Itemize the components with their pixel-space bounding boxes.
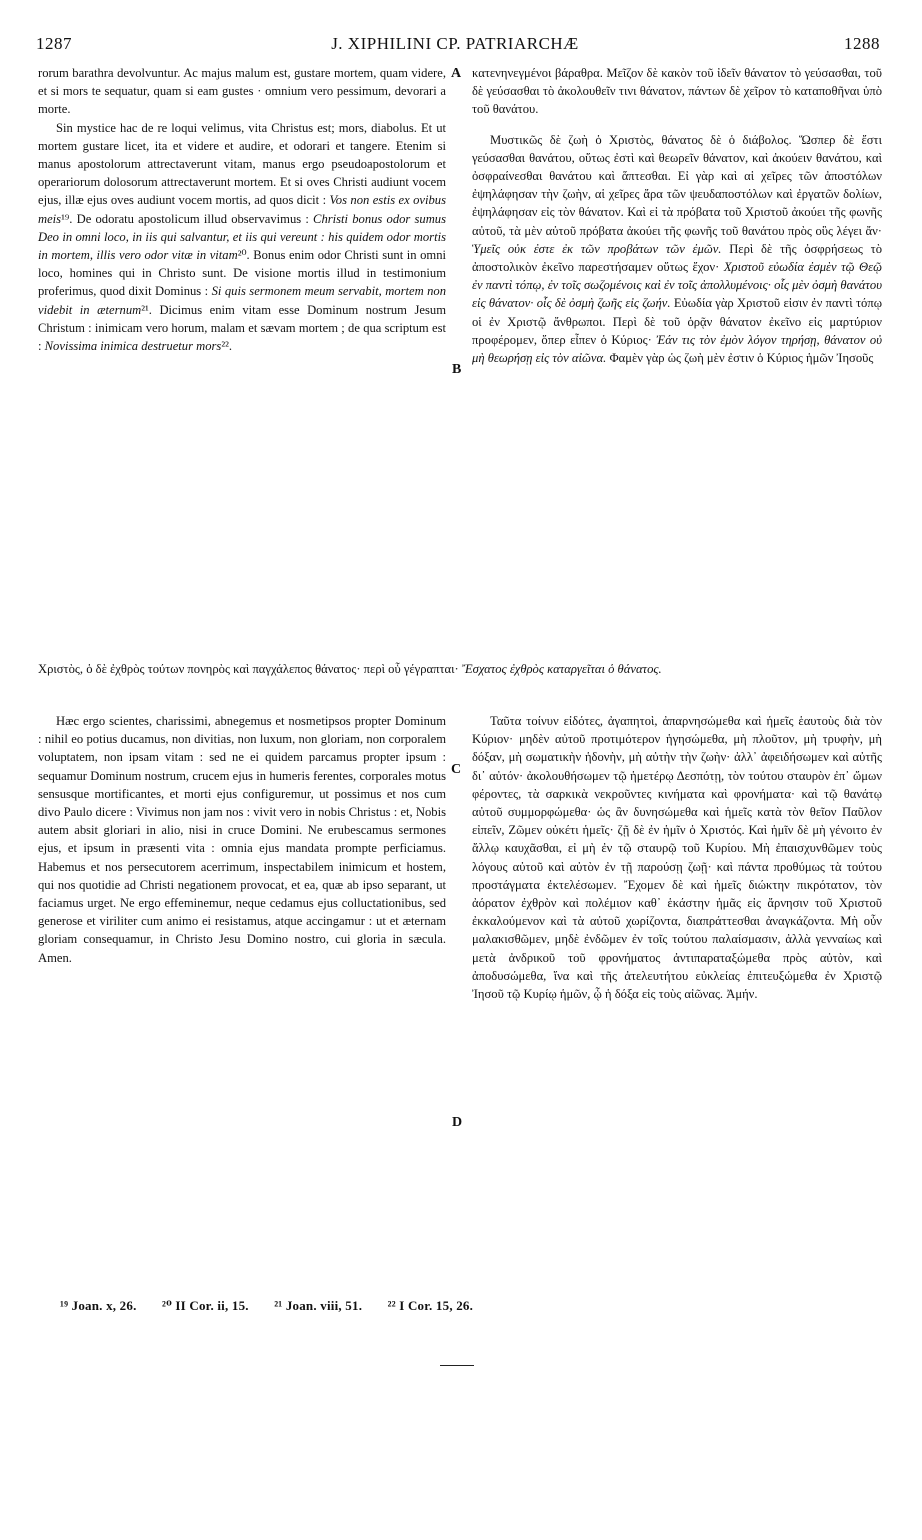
greek-paragraph: [472, 131, 882, 368]
latin-column-bottom: [38, 712, 446, 967]
section-marker-b: B: [452, 362, 462, 377]
footnote: ¹⁹ Joan. x, 26.: [60, 1298, 137, 1313]
latin-paragraph: Hæc ergo scientes, charissimi, abnegemus et nosmetipsos propter Dominum : nihil eo potius ducamus, non divitias, non luxum, non gloriam, non corporalem voluptatem, non ipsam vitam : sed ne ei quidem parcamus propter ipsum : sequamur Dominum nostrum, crucem ejus in humeris ferentes, corporales motus sensusque mortificantes, et morti ejus configuremur, ut possimus et nos cum divo Paulo dicere : Vivimus non jam nos : vivit vero in nobis Christus : et, Nobis autem absit gloriari in alio, nisi in cruce Domini. Ne erubescamus sermones ejus, et ipsum in præsenti vita : omnia ejus mandata prompte perficiamus. Habemus et nos persecutorem acerrimum, inspectabilem inimicum et hostem, qui nos quotidie ad Christi negationem provocat, et ea, quæ ab ipso separant, ut faciamus urget. Ne ergo effeminemur, neque cedamus ejus colluctationibus, sed generose et viriliter cum animo ei resistamus, atque accingamur : ut et æternam gloriam consequamur, in Christo Jesu Domino nostro, cui gloria in sæcula. Amen.: [38, 714, 446, 965]
latin-paragraph: rorum barathra devolvuntur. Ac majus malum est, gustare mortem, quam videre, et si mors te sequatur, quam si eam gustes · omnium vero pessimum, devorari a morte.: [38, 66, 446, 117]
scripture-quote: Ἔσχατος ἐχθρὸς καταργεῖται ὁ θάνατος.: [461, 662, 662, 676]
greek-text: Εὐωδία γὰρ Χριστοῦ εἰσιν ἐν παντὶ τόπῳ οἱ ἐν Χριστῷ ἄνθρωποι. Περὶ δὲ τοῦ ὁρᾷν θάνατον ἐκεῖνο εἰς μαρτύριον προφέρομεν, ὅπερ εἶπεν ὁ Κύριος·: [472, 296, 883, 347]
footnote: ²¹ Joan. viii, 51.: [274, 1298, 363, 1313]
greek-column-top: [472, 64, 882, 367]
scripture-quote: Χριστοῦ εὐωδία ἐσμὲν τῷ Θεῷ ἐν παντὶ τόπῳ, ἐν τοῖς σωζομένοις καὶ ἐν τοῖς ἀπολλυμένοις· οἷς μὲν ὀσμὴ θανάτου εἰς θάνατον· οἷς δὲ ὀσμὴ ζωῆς εἰς ζωήν.: [472, 260, 883, 311]
greek-paragraph: Ταῦτα τοίνυν εἰδότες, ἀγαπητοὶ, ἀπαρνησώμεθα καὶ ἡμεῖς ἑαυτοὺς διὰ τὸν Κύριον· μηδὲν αὐτοῦ προτιμότερον ἡγησώμεθα, μὴ πλοῦτον, μὴ τρυφὴν, μὴ δόξαν, μὴ σωματικὴν ἡδονὴν, μὴ αὐτὴν τὴν ζωὴν· ἀλλ᾽ ἀφειδήσωμεν καὶ αὐτῆς δι᾽ αὐτόν· ἀκολουθήσωμεν τῷ ἡμετέρῳ Δεσπότῃ, τὸν τούτου σταυρὸν ἐπ᾽ ὤμων φέροντες, τὰ σαρκικὰ νεκροῦντες κινήματα καὶ φρονήματα· καὶ τῷ θανάτῳ αὐτοῦ συμμορφώμεθα· ὡς ἂν δυνησώμεθα καὶ ἡμεῖς κατὰ τὸν θεῖον Παῦλον εἰπεῖν, Ζῶμεν οὐκέτι ἡμεῖς· ζῇ δὲ ἐν ἡμῖν ὁ Χριστός. Καὶ ἡμῖν δὲ μὴ γένοιτο ἐν ἄλλῳ καυχᾶσθαι, εἰ μὴ ἐν τῷ σταυρῷ τοῦ Κυρίου. Μὴ ἐπαισχυνθῶμεν τοὺς λόγους αὐτοῦ καὶ αὐτὸν ἐν τῇ παρούσῃ ζωῇ· καὶ πάντα προθύμως τὰ τούτου προστάγματα ἐκτελέσωμεν. Ἔχομεν δὲ καὶ ἡμεῖς διώκτην πικρότατον, τὸν ἀόρατον ἐχθρὸν καὶ πολέμιον καθ᾽ ἑκάστην ἡμᾶς εἰς ἄρνησιν τοῦ Χριστοῦ ἐκκαλούμενον καὶ τὰ αὐτοῦ χωρίζοντα, διαπράττεσθαι ἀναγκάζοντα. Μὴ οὖν μαλακισθῶμεν, μηδὲ ἐνδῶμεν ἐν τοῖς τούτου παλαίσμασιν, ἀλλὰ γενναίως καὶ μετὰ ἀνδρικοῦ τοῦ φρονήματος ἀντιπαραταξώμεθα πρὸς αὐτὸν, καὶ ἀποδυσώμεθα, ἵνα καὶ τῆς ἀτελευτήτου εὐκλείας ἐπιτευξώμεθα ἐν Χριστῷ Ἰησοῦ τῷ Κυρίῳ ἡμῶν, ᾧ ἡ δόξα εἰς τοὺς αἰῶνας. Ἀμήν.: [472, 714, 882, 1002]
latin-text: ²¹. Dicimus enim vitam esse Dominum nostrum Jesum Christum : inimicam vero horum, malam et sævam mortem ; de qua scriptum est :: [38, 302, 446, 354]
scripture-quote: Vos non estis ex ovibus meis: [38, 193, 446, 226]
greek-paragraph: [38, 660, 882, 678]
scripture-quote: Novissima inimica destruetur mors: [44, 339, 222, 354]
greek-paragraph: κατενηνεγμένοι βάραθρα. Μεῖζον δὲ κακὸν τοῦ ἰδεῖν θάνατον τὸ γεύσασθαι, τοῦ δὲ γεύσασθαι τὸ ἀκολουθεῖν τινι θάνατον, πάντων δὲ χεῖρον τὸ καταποθῆναι ὑπὸ τοῦ θανάτου.: [472, 66, 882, 117]
running-title: J. XIPHILINI CP. PATRIARCHÆ: [331, 34, 579, 53]
section-marker-c: C: [451, 762, 462, 777]
greek-text: Περὶ δὲ τῆς ὀσφρήσεως τὸ ἀποστολικὸν ἐκεῖνο παρεστήσαμεν οὕτως ἔχον·: [472, 241, 882, 275]
latin-text: ²⁰. Bonus enim odor Christi sunt in omni loco, homines qui in Christo sunt. De visione mortis illud in testimonium proferimus, quod dixit Dominus :: [38, 248, 446, 299]
scripture-quote: Christi bonus odor sumus Deo in omni loco, in iis qui salvantur, et iis qui vereunt : his quidem odor mortis in mortem, illis vero odor vitæ in vitam: [38, 211, 446, 263]
greek-column-bottom: [472, 712, 882, 1003]
greek-spanning-line: [38, 660, 882, 678]
end-rule: [440, 1365, 474, 1366]
latin-paragraph: [38, 119, 446, 356]
footnote: ²² I Cor. 15, 26.: [387, 1298, 474, 1313]
greek-text: Φαμὲν γὰρ ὡς ζωὴ μὲν ἐστιν ὁ Κύριος ἡμῶν Ἰησοῦς: [609, 351, 874, 366]
latin-column-top: [38, 64, 446, 355]
section-marker-d: D: [452, 1115, 463, 1130]
scripture-quote: Si quis sermonem meum servabit, mortem non videbit in æternum: [38, 284, 446, 317]
page-header: [30, 34, 880, 60]
section-marker-a: A: [451, 66, 462, 81]
greek-text: Χριστὸς, ὁ δὲ ἐχθρὸς τούτων πονηρὸς καὶ παγχάλεπος θάνατος· περὶ οὗ γέγραπται·: [38, 662, 459, 676]
page-number-left: 1287: [36, 34, 72, 53]
page-number-right: 1288: [844, 34, 880, 53]
scripture-quote: Ἐάν τις τὸν ἐμὸν λόγον τηρήσῃ, θάνατον οὐ μὴ θεωρήσῃ εἰς τὸν αἰῶνα.: [472, 332, 882, 366]
latin-text: ²².: [221, 339, 233, 354]
latin-text: ¹⁹. De odoratu apostolicum illud observavimus :: [61, 211, 309, 226]
footnotes: [60, 1298, 860, 1314]
footnote: ²⁰ II Cor. ii, 15.: [161, 1298, 249, 1313]
scripture-quote: Ὑμεῖς οὐκ ἐστε ἐκ τῶν προβάτων τῶν ἐμῶν.: [472, 241, 722, 256]
latin-text: Sin mystice hac de re loqui velimus, vita Christus est; mors, diabolus. Et ut mortem gustare licet, ita et videre et audire, et odorari et tangere. Etenim si manus apostolorum attrectaverunt vitam, manus ergo pseudoapostolorum et operariorum dolosorum attrectaverunt mortem. Et si oves Christi audiunt vocem ejus, illæ ejus oves audiunt vocem mortis, ad quos dicit :: [38, 120, 446, 208]
greek-text: Μυστικῶς δὲ ζωὴ ὁ Χριστὸς, θάνατος δὲ ὁ διάβολος. Ὥσπερ δὲ ἔστι γεύσασθαι θανάτου, οὕτως ἐστὶ καὶ θεωρεῖν θάνατον, καὶ ἀκούειν θανάτου, καὶ ὀσφραίνεσθαι θανάτου καὶ ἅπτεσθαι. Εἰ γὰρ καὶ αἱ χεῖρες τῶν ἀποστόλων ἐψηλάφησαν τὴν ζωὴν, αἱ χεῖρες ἄρα τῶν ψευδαποστόλων καὶ ἐργατῶν δολίων, ἐψηλάφησαν εἰς τὸν θάνατον. Καὶ εἰ τὰ πρόβατα τοῦ Χριστοῦ ἀκούει τῆς φωνῆς αὐτοῦ, τὰ μὲν αὐτοῦ πρόβατα ἀκούει τῆς φωνῆς τοῦ θανάτου πρὸς οὓς λέγει ἄν·: [472, 132, 882, 238]
